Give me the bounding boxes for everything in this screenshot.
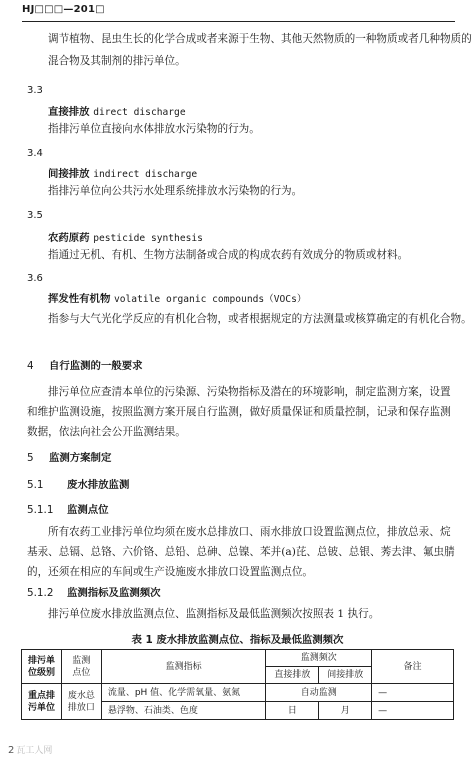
section-number: 5.1.1: [27, 504, 54, 516]
indicator-cell: 流量、pH 值、化学需氧量、氨氮: [101, 684, 266, 702]
section-number: 5.1.2: [27, 587, 54, 599]
header-text: 排污单: [27, 655, 55, 666]
page-footer: [8, 743, 52, 756]
header-point: [61, 650, 101, 684]
intro-line-1: 调节植物、昆虫生长的化学合成或者来源于生物、其他天然物质的一种物质或者几种物质的: [48, 33, 472, 45]
point-cell: [61, 684, 101, 720]
doc-code-header: HJ□□□—201□: [22, 4, 105, 15]
note-cell: —: [372, 684, 454, 702]
term-zh: 间接排放: [48, 168, 90, 180]
term-definition: 指排污单位直接向水体排放水污染物的行为。: [48, 123, 260, 135]
section-title: 自行监测的一般要求: [49, 360, 143, 372]
section-number: 5: [27, 452, 34, 464]
monitoring-table: [21, 649, 454, 720]
subsection-heading: [27, 478, 129, 492]
section-paragraph-line: 排污单位废水排放监测点位、监测指标及最低监测频次按照表 1 执行。: [48, 608, 380, 620]
watermark: 瓦工人网: [16, 746, 53, 756]
direct-frequency-cell: 日: [266, 702, 319, 720]
term-definition: 指参与大气光化学反应的有机化合物，或者根据规定的方法测量或核算确定的有机化合物。: [48, 313, 472, 325]
term-en: pesticide synthesis: [93, 233, 203, 244]
term-en: indirect discharge: [93, 169, 198, 180]
term-en: direct discharge: [93, 107, 186, 118]
table-row: [22, 684, 454, 702]
term-zh: 农药原药: [48, 232, 90, 244]
section-paragraph-line: 基汞、总镉、总铬、六价铬、总铅、总砷、总镍、苯并(a)芘、总铍、总银、莠去津、氟虫腈: [27, 546, 455, 558]
term-heading: [48, 167, 197, 182]
cell-text: 废水总: [67, 690, 95, 701]
header-text: 监测: [72, 655, 91, 666]
header-note: 备注: [372, 650, 454, 684]
indirect-frequency-cell: 月: [319, 702, 372, 720]
header-text: 位级别: [27, 667, 55, 678]
section-paragraph-line: 的，还须在相应的车间或生产设施废水排放口设置监测点位。: [27, 566, 314, 578]
term-zh: 挥发性有机物: [48, 293, 111, 305]
term-definition: 指通过无机、有机、生物方法制备或合成的构成农药有效成分的物质或材料。: [48, 249, 409, 261]
table-caption: 表 1 废水排放监测点位、指标及最低监测频次: [131, 634, 344, 646]
section-paragraph-line: 和维护监测设施，按照监测方案开展自行监测，做好质量保证和质量控制，记录和保存监测: [27, 406, 451, 418]
term-heading: [48, 105, 186, 120]
term-number: 3.4: [27, 148, 43, 159]
subsection-heading: [27, 586, 161, 600]
section-number: 4: [27, 360, 34, 372]
cell-text: 污单位: [27, 702, 55, 713]
section-paragraph-line: 排污单位应查清本单位的污染源、污染物指标及潜在的环境影响，制定监测方案，设置: [48, 386, 451, 398]
term-heading: [48, 292, 306, 307]
term-definition: 指排污单位向公共污水处理系统排放水污染物的行为。: [48, 185, 303, 197]
cell-text: 排放口: [67, 702, 95, 713]
section-number: 5.1: [27, 479, 44, 491]
section-title: 废水排放监测: [67, 479, 130, 491]
header-indirect: 间接排放: [319, 667, 372, 684]
section-heading: [27, 451, 111, 465]
section-title: 监测方案制定: [49, 452, 112, 464]
header-direct: 直接排放: [266, 667, 319, 684]
subsection-heading: [27, 503, 109, 517]
header-rule: [22, 21, 455, 22]
frequency-cell: 自动监测: [266, 684, 372, 702]
page-number: 2: [8, 745, 15, 756]
intro-line-2: 混合物及其制剂的排污单位。: [48, 55, 186, 67]
header-text: 点位: [72, 667, 91, 678]
term-number: 3.5: [27, 210, 43, 221]
term-en: volatile organic compounds（VOCs）: [113, 294, 307, 305]
term-number: 3.3: [27, 85, 43, 96]
term-zh: 直接排放: [48, 106, 90, 118]
term-heading: [48, 231, 203, 246]
section-title: 监测指标及监测频次: [67, 587, 161, 599]
term-number: 3.6: [27, 273, 43, 284]
indicator-cell: 悬浮物、石油类、色度: [101, 702, 266, 720]
section-paragraph-line: 数据，依法向社会公开监测结果。: [27, 426, 186, 438]
header-indicator: 监测指标: [101, 650, 266, 684]
section-heading: [27, 359, 143, 373]
unit-type-cell: [22, 684, 62, 720]
cell-text: 重点排: [27, 690, 55, 701]
section-paragraph-line: 所有农药工业排污单位均须在废水总排放口、雨水排放口设置监测点位，排放总汞、烷: [48, 526, 451, 538]
section-title: 监测点位: [67, 504, 109, 516]
note-cell: —: [372, 702, 454, 720]
header-unit-type: [22, 650, 62, 684]
header-frequency: 监测频次: [266, 650, 372, 667]
